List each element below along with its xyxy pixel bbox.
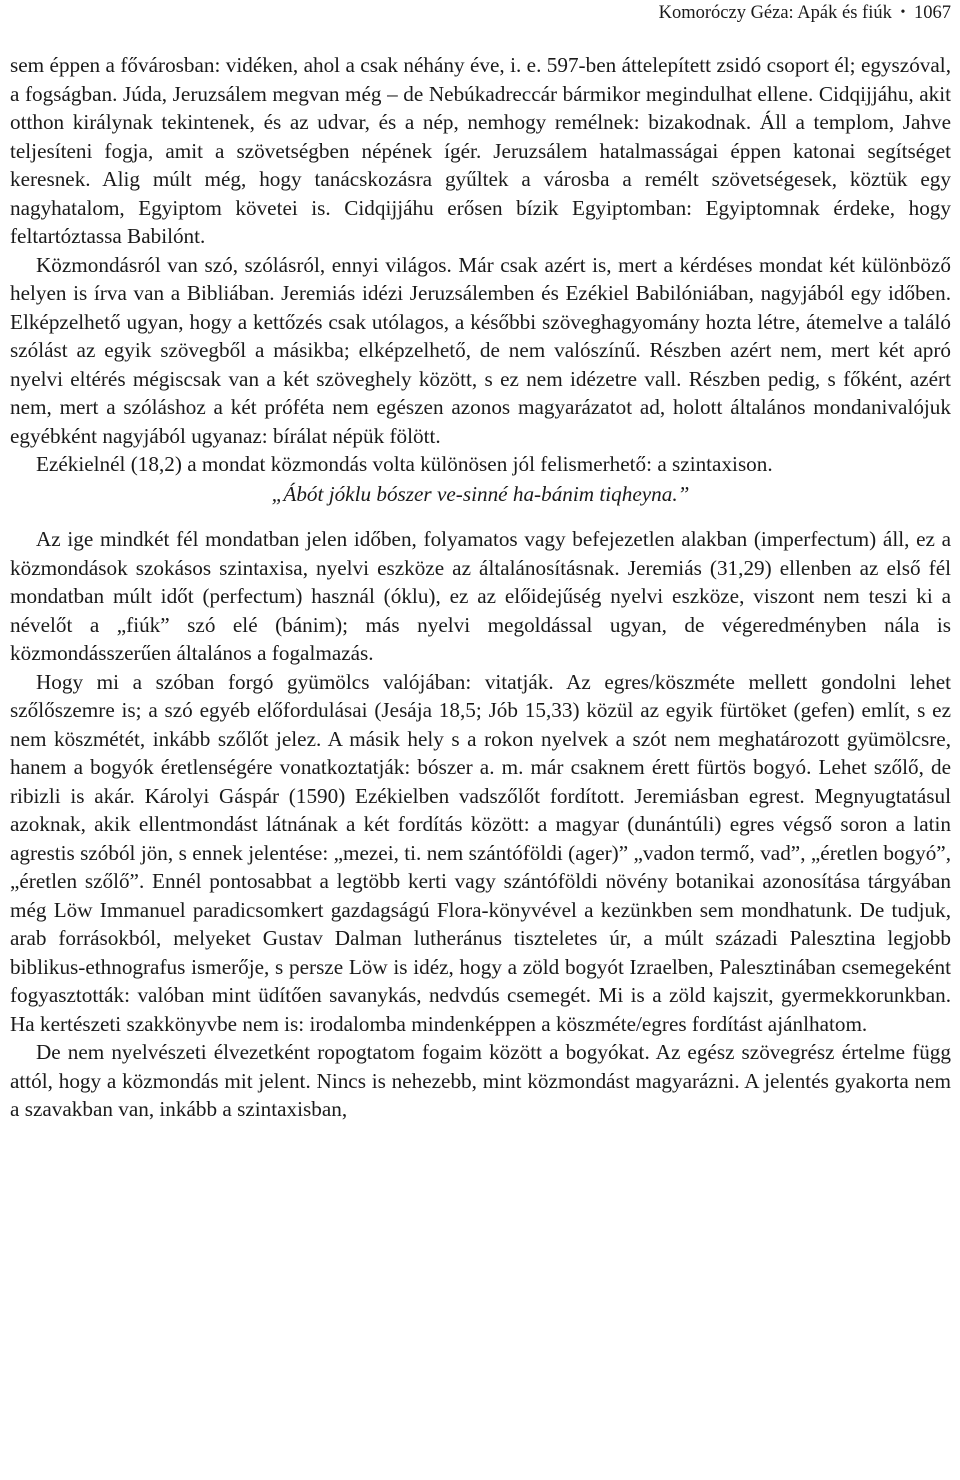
paragraph-2: Közmondásról van szó, szólásról, ennyi világos. Már csak azért is, mert a kérdéses mondat két különböző helyen is írva van a Bibliában. Jeremiás idézi Jeruzsálemben és Ezékiel Babilóniában, nagyjából egy időben. Elképzelhető ugyan, hogy a kettőzés csak utólagos, a későbbi szöveghagyomány hozta létre, átemelve a találó szólást az egyik szövegből a másikba; elképzelhető, de nem valószínű. Részben azért nem, mert két apró nyelvi eltérés mégiscsak van a két szöveghely között, s ez nem idézetre vall. Részben pedig, s főként, azért nem, mert a szóláshoz a két próféta nem egészen azonos magyarázatot ad, holott általános mondanivalójuk egyébként nagyjából ugyanaz: bírálat népük fölött. <box>10 252 951 448</box>
running-head <box>10 0 951 51</box>
paragraph-5: Hogy mi a szóban forgó gyümölcs valójában: vitatják. Az egres/köszméte mellett gondolni lehet szőlőszemre is; a szó egyéb előfordulásai (Jesája 18,5; Jób 15,33) közül az egyik fürtöket (gefen) említ, s ez nem köszmétét, inkább szőlőt jelez. A másik hely s a rokon nyelvek a szót nem meghatározott gyümölcsre, hanem a bogyók éretlenségére vonatkoztatják: bószer a. m. már csaknem érett fürtös bogyó. Lehet szőlő, de ribizli is akár. Károlyi Gáspár (1590) Ezékielben vadszőlőt fordított. Jeremiásban egrest. Megnyugtatásul azoknak, akik ellentmondást látnának a két fordítás között: a magyar (dunántúli) egres végső soron a latin agrestis szóból jön, s ennek jelentése: „mezei, ti. nem szántóföldi (ager)” „vadon termő, vad”, „éretlen bogyó”, „éretlen szőlő”. Ennél pontosabbat a legtöbb kerti vagy szántóföldi növény botanikai azonosítása tárgyában még Löw Immanuel paradicsomkert gazdagságú Flora-könyvével a kezünkben sem mondhatunk. De tudjuk, arab forrásokból, melyeket Gustav Dalman lutheránus tiszteletes úr, a múlt századi Palesztina legjobb biblikus-ethnografus ismerője, s persze Löw is idéz, hogy a zöld bogyót Izraelben, Palesztinában csemegeként fogyasztották: valóban mint üdítően savanykás, nedvdús csemegét. Mi is a zöld kajszit, gyermekkorunkban. Ha kertészeti szakkönyvbe nem is: irodalomba mindenképpen a köszméte/egres fordítást ajánlhatom. <box>10 669 951 1036</box>
body-text <box>10 51 951 1124</box>
page-number: 1067 <box>914 3 951 23</box>
paragraph-1: sem éppen a fővárosban: vidéken, ahol a csak néhány éve, i. e. 597-ben áttelepített zsidó csoport él; egyszóval, a fogságban. Júda, Jeruzsálem megvan még – de Nebúkadreccár bármikor megindulhat ellene. Cidqijjáhu, akit otthon királynak tekintenek, és az udvar, és a nép, nemhogy remélnek: bizakodnak. Áll a templom, Jahve teljesíteni fogja, amit a szövetségben népének ígér. Jeruzsálem hatalmasságai éppen katonai segítséget keresnek. Alig múlt még, hogy tanácskozásra gyűltek a városba a remélt szövetségesek, köztük egy nagyhatalom, Egyiptom követei is. Cidqijjáhu erősen bízik Egyiptomban: Egyiptomnak érdeke, hogy feltartóztassa Babilónt. <box>10 53 951 248</box>
paragraph-6: De nem nyelvészeti élvezetként ropogtatom fogaim között a bogyókat. Az egész szövegrész értelme függ attól, hogy a közmondás mit jelent. Nincs is nehezebb, mint közmondást magyarázni. A jelentés gyakorta nem a szavakban van, inkább a szintaxisban, <box>10 1040 951 1121</box>
bullet-separator: • <box>900 5 906 20</box>
paragraph-4: Az ige mindkét fél mondatban jelen időben, folyamatos vagy befejezetlen alakban (imperfectum) áll, ez a közmondások szokásos szintaxisa, nyelvi eszköze az általánosításnak. Jeremiás (31,29) ellenben az első fél mondatban múlt időt (perfectum) használ (óklu), ez az előidejűség nyelvi eszköze, viszont nem teszi ki a névelőt a „fiúk” szó elé (bánim); más nyelvi megoldással ugyan, de végeredményben nála is közmondásszerűen általános a fogalmazás. <box>10 527 951 665</box>
running-head-title: Komoróczy Géza: Apák és fiúk <box>658 3 892 23</box>
paragraph-3: Ezékielnél (18,2) a mondat közmondás volta különösen jól felismerhető: a szintaxison. <box>36 452 773 476</box>
proverb-quote: „Ábót jóklu bószer ve-sinné ha-bánim tiqheyna.” <box>271 481 690 506</box>
